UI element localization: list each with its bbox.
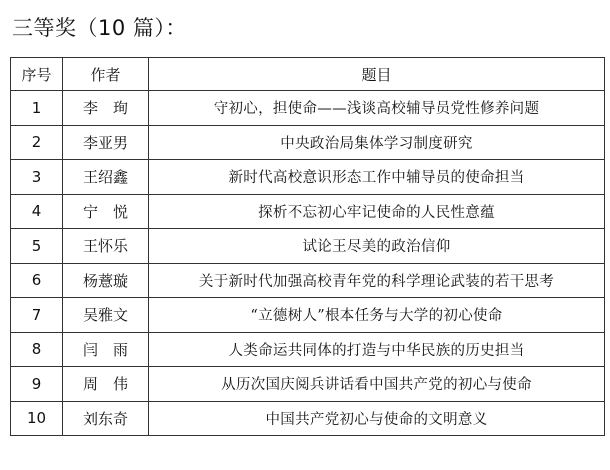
table-header-row xyxy=(11,58,605,91)
row-title: 中国共产党初心与使命的文明意义 xyxy=(149,401,605,436)
row-author: 周 伟 xyxy=(63,367,149,402)
row-title: 人类命运共同体的打造与中华民族的历史担当 xyxy=(149,332,605,367)
row-index: 7 xyxy=(11,298,63,333)
header-index: 序号 xyxy=(11,58,63,91)
table-row xyxy=(11,332,605,367)
table-row xyxy=(11,401,605,436)
row-author: 刘东奇 xyxy=(63,401,149,436)
table-row xyxy=(11,194,605,229)
row-index: 6 xyxy=(11,263,63,298)
row-index: 8 xyxy=(11,332,63,367)
row-author: 王绍鑫 xyxy=(63,160,149,195)
row-title: 探析不忘初心牢记使命的人民性意蕴 xyxy=(149,194,605,229)
row-title: 中央政治局集体学习制度研究 xyxy=(149,125,605,160)
row-author: 李亚男 xyxy=(63,125,149,160)
row-index: 3 xyxy=(11,160,63,195)
row-title: 从历次国庆阅兵讲话看中国共产党的初心与使命 xyxy=(149,367,605,402)
awards-table xyxy=(10,57,605,436)
section-heading: 三等奖（10 篇）： xyxy=(12,16,187,40)
row-author: 王怀乐 xyxy=(63,229,149,264)
table-row xyxy=(11,367,605,402)
row-author: 吴雅文 xyxy=(63,298,149,333)
row-index: 5 xyxy=(11,229,63,264)
row-index: 9 xyxy=(11,367,63,402)
table-row xyxy=(11,125,605,160)
header-title: 题目 xyxy=(149,58,605,91)
table-row xyxy=(11,160,605,195)
row-author: 闫 雨 xyxy=(63,332,149,367)
header-author: 作者 xyxy=(63,58,149,91)
table-row xyxy=(11,91,605,126)
row-author: 李 珣 xyxy=(63,91,149,126)
row-title: 新时代高校意识形态工作中辅导员的使命担当 xyxy=(149,160,605,195)
row-title: 守初心，担使命——浅谈高校辅导员党性修养问题 xyxy=(149,91,605,126)
table-row xyxy=(11,263,605,298)
row-title: 试论王尽美的政治信仰 xyxy=(149,229,605,264)
row-title: 关于新时代加强高校青年党的科学理论武装的若干思考 xyxy=(149,263,605,298)
row-index: 4 xyxy=(11,194,63,229)
row-index: 10 xyxy=(11,401,63,436)
table-row xyxy=(11,298,605,333)
row-index: 1 xyxy=(11,91,63,126)
row-index: 2 xyxy=(11,125,63,160)
table-row xyxy=(11,229,605,264)
row-title: “立德树人”根本任务与大学的初心使命 xyxy=(149,298,605,333)
row-author: 宁 悦 xyxy=(63,194,149,229)
row-author: 杨薏璇 xyxy=(63,263,149,298)
